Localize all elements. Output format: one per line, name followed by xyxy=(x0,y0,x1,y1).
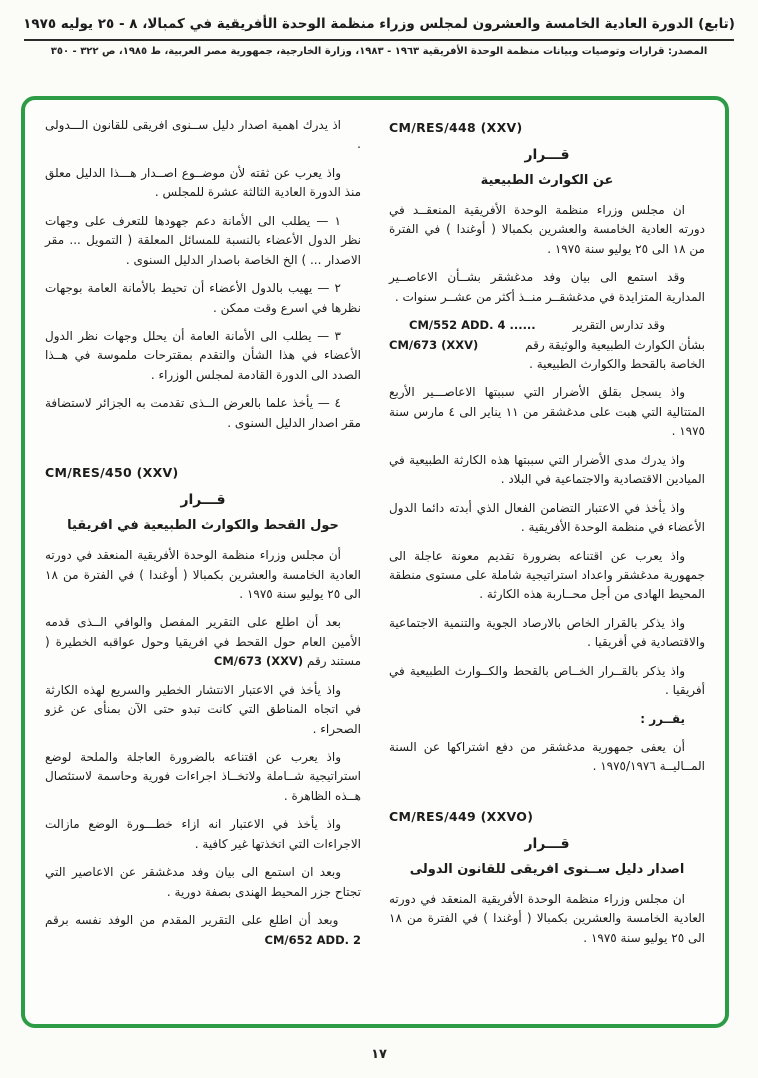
paragraph: واذ يذكر بالقــرار الخــاص بالقحط والكــوارث الطبيعية في أفريقيا . xyxy=(389,663,705,698)
column-left xyxy=(45,116,361,959)
paragraph-with-ref xyxy=(45,613,361,671)
decision-paragraph: أن يعفى جمهورية مدغشقر من دفع اشتراكها عن السنة المــاليــة ١٩٧٥/١٩٧٦ . xyxy=(389,740,705,774)
paragraph: ان مجلس وزراء منظمة الوحدة الأفريقية المنعقد في دورته العادية الخامسة والعشرين بكمبالا ( أوغندا ) في الفترة من ١٨ الى ٢٥ يوليو سنة ١٩٧٥ . xyxy=(389,891,705,945)
paragraph-with-ref xyxy=(45,911,361,950)
page-header xyxy=(0,0,758,57)
resolution-subtitle: عن الكوارث الطبيعية xyxy=(480,172,614,188)
report-line xyxy=(389,336,705,355)
page-number: ١٧ xyxy=(371,1047,387,1062)
resolution-ref-449: CM/RES/449 (XXVO) xyxy=(389,808,534,824)
header-source-line: المصدر: قرارات وتوصيات وبيانات منظمة الوحدة الأفريقية ١٩٦٣ - ١٩٨٣، وزارة الخارجية، جمهورية مصر العربية، ط ١٩٨٥، ص ٣٢٢ - ٣٥٠ xyxy=(50,45,708,57)
report-line-text: الخاصة بالقحط والكوارث الطبيعية . xyxy=(529,357,705,372)
paragraph: ان مجلس وزراء منظمة الوحدة الأفريقية المنعقــد في دورته العادية الخامسة والعشرين بكمبالا ( أوغندا ) في الفترة من ١٨ الى ٢٥ يوليو سنة ١٩٧٥ . xyxy=(389,202,705,256)
report-line xyxy=(389,316,705,335)
resolution-ref-450: CM/RES/450 (XXV) xyxy=(45,465,179,481)
paragraph: واذ يعرب عن ثقته لأن موضــوع اصــدار هـــذا الدليل معلق منذ الدورة العادية الثالثة عشرة للمجلس . xyxy=(45,165,361,200)
resolution-title: قـــرار xyxy=(524,147,570,164)
paragraph: وقد استمع الى بيان وفد مدغشقر بشــأن الاعاصــير المدارية المتزايدة في مدغشقــر منــذ أكثر من عشــر سنوات . xyxy=(389,270,705,304)
paragraph: واذ يسجل بقلق الأضرار التي سببتها الاعاصـــير الأربع المتتالية التي هبت على مدغشقر من ١١ يناير الى ٤ مارس سنة ١٩٧٥ . xyxy=(389,385,706,439)
paragraph: واذ يدرك مدى الأضرار التي سببتها هذه الكارثة الطبيعية في الميادين الاقتصادية والاجتماعية في البلاد . xyxy=(389,452,705,487)
column-right xyxy=(389,116,705,959)
header-title: (تابع) الدورة العادية الخامسة والعشرون لمجلس وزراء منظمة الوحدة الأفريقية في كمبالا، ٨ - ٢٥ يوليه ١٩٧٥ xyxy=(23,16,735,32)
report-line-text: وقد تدارس التقرير xyxy=(572,318,665,333)
two-column-layout xyxy=(25,100,725,967)
document-number: CM/652 ADD. 2 xyxy=(264,932,361,947)
document-number: CM/552 ADD. 4 ...... xyxy=(409,318,536,333)
resolution-subtitle: اصدار دليل ســنوى افريقى للقانون الدولى xyxy=(409,861,685,877)
document-number: CM/673 (XXV) xyxy=(389,337,479,352)
paragraph: واذ يأخذ في الاعتبار التضامن الفعال الذي أبدته دائما الدول الأعضاء في منظمة الوحدة الأفريقية . xyxy=(389,500,705,535)
paragraph: واذ يعرب عن اقتناعه بضرورة تقديم معونة عاجلة الى جمهورية مدغشقر واعداد استراتيجية شاملة على مستوى منطقة المحيط الهادى من أجل محــاربة هذه الكارثة . xyxy=(389,548,705,602)
paragraph: واذ يأخذ في الاعتبار الانتشار الخطير والسريع لهذه الكارثة في اتجاه المناطق التي كانت تبدو حتى الآن بمنأى عن غزو الصحراء . xyxy=(45,682,361,736)
paragraph-text: بعد أن اطلع على التقرير المفصل والوافي الــذى قدمه الأمين العام حول القحط في افريقيا وحول عواقبه الخطيرة ( مستند رقم xyxy=(45,615,361,669)
resolution-subtitle: حول القحط والكوارث الطبيعية في افريقيا xyxy=(67,518,339,534)
report-line-text: بشأن الكوارث الطبيعية والوثيقة رقم xyxy=(525,337,705,352)
numbered-item: ٤ — يأخذ علما بالعرض الــذى تقدمت به الجزائر لاستضافة مقر اصدار الدليل السنوى . xyxy=(45,396,361,430)
paragraph: واذ يعرب عن اقتناعه بالضرورة العاجلة والملحة لوضع استراتيجية شــاملة ولاتخــاذ اجراءات فورية وحاسمة لاستئصال هــذه الظاهرة . xyxy=(45,750,361,803)
content-frame xyxy=(21,96,729,1028)
numbered-item: ٣ — يطلب الى الأمانة العامة أن يحلل وجهات نظر الدول الأعضاء في هذا الشأن والتقدم بمقترحات ملموسة في هــذا الصدد الى الدورة القادمة لمجلس الوزراء . xyxy=(45,328,361,382)
header-divider xyxy=(24,39,734,41)
document-number: CM/673 (XXV) xyxy=(213,654,304,669)
paragraph: واذ يأخذ في الاعتبار انه ازاء خطـــورة الوضع مازالت الاجراءات التي اتخذتها غير كافية . xyxy=(45,817,361,851)
resolution-title: قـــرار xyxy=(180,492,226,509)
numbered-item: ١ — يطلب الى الأمانة دعم جهودها للتعرف على وجهات نظر الدول الأعضاء بالنسبة للمسائل المعلقة ( التمويل ... مقر الاصدار ... ) الخ الخاصة باصدار الدليل السنوى . xyxy=(45,213,361,267)
numbered-item: ٢ — يهيب بالدول الأعضاء أن تحيط بالأمانة العامة بوجهات نظرها في اسرع وقت ممكن . xyxy=(45,281,361,315)
paragraph: وبعد ان استمع الى بيان وفد مدغشقر عن الاعاصير التي تجتاح جزر المحيط الهندى بصفة دورية . xyxy=(45,865,361,899)
paragraph: أن مجلس وزراء منظمة الوحدة الأفريقية المنعقد في دورته العادية الخامسة والعشرين بكمبالا ( أوغندا ) في الفترة من ١٨ الى ٢٥ يوليو سنة ١٩٧٥ . xyxy=(45,548,361,601)
paragraph: واذ يذكر بالقرار الخاص بالارصاد الجوية والتنمية الاجتماعية والاقتصادية في أفريقيا . xyxy=(389,615,705,650)
paragraph: اذ يدرك اهمية اصدار دليل ســنوى افريقى للقانون الـــدولى . xyxy=(45,118,361,152)
decides-label: يقــرر : xyxy=(640,711,685,726)
resolution-title: قـــرار xyxy=(524,836,570,853)
resolution-ref-448: CM/RES/448 (XXV) xyxy=(389,120,523,135)
paragraph-text: وبعد أن اطلع على التقرير المقدم من الوفد نفسه برقم xyxy=(45,913,339,928)
paragraph-with-refs xyxy=(389,316,705,374)
